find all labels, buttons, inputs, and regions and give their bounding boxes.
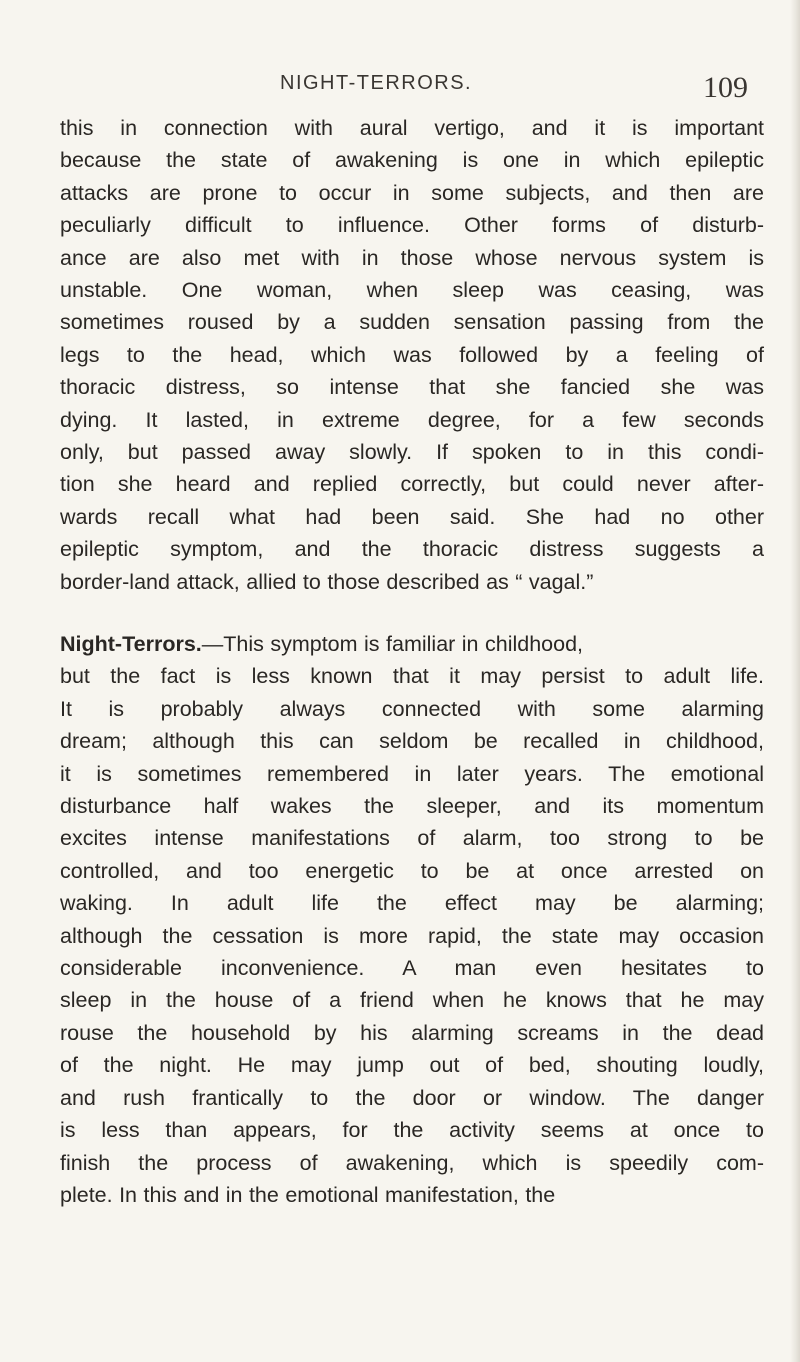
text-line: disturbance half wakes the sleeper, and its momentum bbox=[60, 794, 764, 819]
text-line: epileptic symptom, and the thoracic distress suggests a bbox=[60, 537, 764, 562]
text-line: wards recall what had been said. She had no other bbox=[60, 504, 764, 529]
text-line: but the fact is less known that it may persist to adult life. bbox=[60, 664, 764, 689]
text-line: of the night. He may jump out of bed, shouting loudly, bbox=[60, 1053, 764, 1078]
text-line: sometimes roused by a sudden sensation passing from the bbox=[60, 310, 764, 335]
text-line: excites intense manifestations of alarm, too strong to be bbox=[60, 826, 764, 851]
text-line-first bbox=[60, 628, 764, 660]
text-run: —This symptom is familiar in childhood, bbox=[201, 632, 584, 656]
text-line: considerable inconvenience. A man even hesitates to bbox=[60, 956, 764, 981]
text-line: dream; although this can seldom be recalled in childhood, bbox=[60, 729, 764, 754]
text-line: peculiarly difficult to influence. Other forms of disturb- bbox=[60, 213, 764, 238]
text-line: thoracic distress, so intense that she fancied she was bbox=[60, 375, 764, 400]
text-line: tion she heard and replied correctly, but could never after- bbox=[60, 472, 764, 497]
text-line: It is probably always connected with some alarming bbox=[60, 696, 764, 721]
text-line: and rush frantically to the door or window. The danger bbox=[60, 1085, 764, 1110]
paragraph-1 bbox=[60, 112, 764, 598]
text-line: although the cessation is more rapid, the state may occasion bbox=[60, 923, 764, 948]
text-line: unstable. One woman, when sleep was ceasing, was bbox=[60, 278, 764, 303]
page-number: 109 bbox=[703, 71, 748, 104]
paragraph-2 bbox=[60, 628, 764, 1211]
running-head: NIGHT-TERRORS. bbox=[280, 72, 473, 94]
text-line: legs to the head, which was followed by a feeling of bbox=[60, 342, 764, 367]
text-line: is less than appears, for the activity seems at once to bbox=[60, 1118, 764, 1143]
section-heading: Night-Terrors. bbox=[60, 632, 202, 656]
text-line: it is sometimes remembered in later years. The emotional bbox=[60, 761, 764, 786]
text-line: attacks are prone to occur in some subjects, and then are bbox=[60, 180, 764, 205]
text-line: because the state of awakening is one in which epileptic bbox=[60, 148, 764, 173]
page-edge-shadow bbox=[790, 0, 800, 1362]
text-line: rouse the household by his alarming screams in the dead bbox=[60, 1020, 764, 1045]
text-line: controlled, and too energetic to be at once arrested on bbox=[60, 858, 764, 883]
text-line: this in connection with aural vertigo, and it is important bbox=[60, 116, 764, 140]
text-line: plete. In this and in the emotional manifestation, the bbox=[60, 1182, 556, 1207]
text-line: finish the process of awakening, which is speedily com- bbox=[60, 1150, 764, 1175]
text-line: ance are also met with in those whose nervous system is bbox=[60, 245, 764, 270]
text-line: waking. In adult life the effect may be alarming; bbox=[60, 891, 764, 916]
text-line: only, but passed away slowly. If spoken to in this condi- bbox=[60, 440, 764, 465]
page-header bbox=[60, 72, 764, 102]
text-line: sleep in the house of a friend when he knows that he may bbox=[60, 988, 764, 1013]
text-line: border-land attack, allied to those described as “ vagal.” bbox=[60, 569, 594, 594]
text-line: dying. It lasted, in extreme degree, for a few seconds bbox=[60, 407, 764, 432]
